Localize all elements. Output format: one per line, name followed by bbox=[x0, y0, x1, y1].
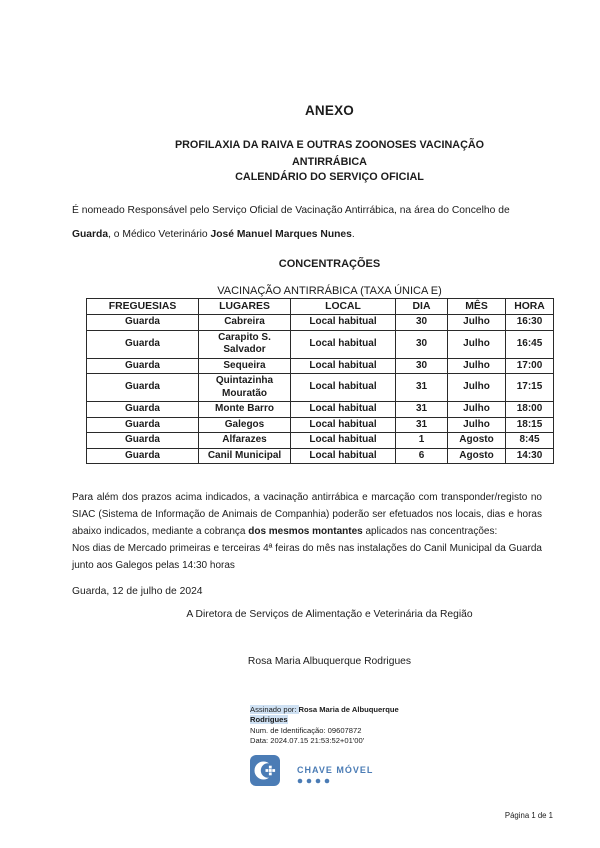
place-date-line: Guarda, 12 de julho de 2024 bbox=[72, 586, 203, 597]
table-header-cell: MÊS bbox=[448, 299, 506, 315]
table-cell: Guarda bbox=[87, 417, 199, 433]
director-title-line: A Diretora de Serviços de Alimentação e Veterinária da Região bbox=[186, 609, 473, 620]
table-cell: Local habitual bbox=[291, 374, 396, 402]
table-head bbox=[87, 299, 554, 315]
table-cell: 30 bbox=[396, 358, 448, 374]
table-cell: Cabreira bbox=[199, 315, 291, 331]
table-cell: Guarda bbox=[87, 433, 199, 449]
table-cell: Sequeira bbox=[199, 358, 291, 374]
table-cell: 31 bbox=[396, 374, 448, 402]
table-cell: 18:00 bbox=[506, 402, 554, 418]
table-cell: Julho bbox=[448, 402, 506, 418]
table-cell: Alfarazes bbox=[199, 433, 291, 449]
table-cell: 17:15 bbox=[506, 374, 554, 402]
text-segment: José Manuel Marques Nunes bbox=[210, 228, 352, 240]
table-cell: Local habitual bbox=[291, 315, 396, 331]
table-cell: Local habitual bbox=[291, 448, 396, 464]
text-segment: Nos dias de Mercado primeiras e terceiras 4ª feiras do mês nas instalações do Canil Municipal da Guarda junto aos Galegos pelas 14:30 horas bbox=[72, 543, 542, 571]
digital-signature-block bbox=[250, 705, 450, 747]
table-cell: 31 bbox=[396, 402, 448, 418]
appointment-paragraph bbox=[72, 199, 600, 246]
text-segment: aplicados nas concentrações: bbox=[362, 526, 498, 537]
table-cell: Julho bbox=[448, 315, 506, 331]
table-header-cell: LUGARES bbox=[199, 299, 291, 315]
calendar-heading: CALENDÁRIO DO SERVIÇO OFICIAL bbox=[235, 171, 424, 183]
signed-by-line bbox=[250, 705, 450, 715]
document-subtitle bbox=[86, 137, 573, 171]
table-cell: Guarda bbox=[87, 315, 199, 331]
text-segment: É nomeado Responsável pelo Serviço Oficial de Vacinação Antirrábica, na área do Concelho de bbox=[72, 205, 510, 216]
text-segment: . bbox=[351, 228, 355, 240]
table-cell: 18:15 bbox=[506, 417, 554, 433]
text-segment: Guarda bbox=[72, 228, 109, 240]
chave-movel-logo bbox=[250, 755, 373, 786]
chave-movel-icon bbox=[250, 755, 280, 786]
table-row bbox=[87, 358, 554, 374]
table-row bbox=[87, 417, 554, 433]
table-cell: Guarda bbox=[87, 358, 199, 374]
chave-movel-wordmark: CHAVE MÓVEL bbox=[297, 765, 374, 775]
vaccination-schedule-table bbox=[86, 298, 554, 464]
table-cell: Canil Municipal bbox=[199, 448, 291, 464]
signer-name-line: Rosa Maria Albuquerque Rodrigues bbox=[247, 656, 412, 667]
table-cell: Local habitual bbox=[291, 358, 396, 374]
table-cell: Local habitual bbox=[291, 402, 396, 418]
logo-dots bbox=[297, 778, 333, 784]
document-title: ANEXO bbox=[304, 103, 354, 118]
table-cell: Local habitual bbox=[291, 330, 396, 358]
table-cell: Agosto bbox=[448, 433, 506, 449]
table-row bbox=[87, 402, 554, 418]
table-cell: Local habitual bbox=[291, 433, 396, 449]
table-header-row bbox=[87, 299, 554, 315]
table-cell: 31 bbox=[396, 417, 448, 433]
table-cell: Carapito S. Salvador bbox=[199, 330, 291, 358]
chave-movel-wordmark-group bbox=[297, 765, 373, 784]
table-cell: Julho bbox=[448, 358, 506, 374]
table-row bbox=[87, 315, 554, 331]
table-header-cell: HORA bbox=[506, 299, 554, 315]
table-cell: 14:30 bbox=[506, 448, 554, 464]
table-body bbox=[87, 315, 554, 464]
section-heading-concentracoes: CONCENTRAÇÕES bbox=[278, 258, 381, 270]
section-subheading-vacinacao: VACINAÇÃO ANTIRRÁBICA (TAXA ÚNICA E) bbox=[217, 285, 442, 297]
text-segment: Assinado por: bbox=[250, 705, 299, 714]
table-header-cell: FREGUESIAS bbox=[87, 299, 199, 315]
table-cell: Guarda bbox=[87, 374, 199, 402]
table-row bbox=[87, 330, 554, 358]
table-row bbox=[87, 448, 554, 464]
table-cell: 6 bbox=[396, 448, 448, 464]
table-cell: 17:00 bbox=[506, 358, 554, 374]
table-cell: 16:45 bbox=[506, 330, 554, 358]
text-segment: dos mesmos montantes bbox=[248, 526, 363, 537]
signature-timestamp-line: Data: 2024.07.15 21:53:52+01'00' bbox=[250, 736, 365, 746]
table-cell: Guarda bbox=[87, 448, 199, 464]
table-cell: Galegos bbox=[199, 417, 291, 433]
table-cell: Guarda bbox=[87, 330, 199, 358]
table-header-cell: LOCAL bbox=[291, 299, 396, 315]
table-cell: 8:45 bbox=[506, 433, 554, 449]
subtitle-line-1: PROFILAXIA DA RAIVA E OUTRAS ZOONOSES VACINAÇÃO bbox=[174, 139, 485, 151]
subtitle-line-2: ANTIRRÁBICA bbox=[292, 156, 367, 168]
table-row bbox=[87, 374, 554, 402]
page-number: Página 1 de 1 bbox=[504, 811, 553, 820]
notes-paragraph bbox=[72, 489, 542, 574]
text-segment: Rosa Maria de Albuquerque bbox=[298, 705, 399, 714]
table-cell: Guarda bbox=[87, 402, 199, 418]
table-header-cell: DIA bbox=[396, 299, 448, 315]
table-cell: Local habitual bbox=[291, 417, 396, 433]
table-cell: 30 bbox=[396, 315, 448, 331]
table-cell: 16:30 bbox=[506, 315, 554, 331]
table-cell: Agosto bbox=[448, 448, 506, 464]
table-cell: Julho bbox=[448, 417, 506, 433]
text-segment: , o Médico Veterinário bbox=[108, 228, 211, 240]
table-cell: Julho bbox=[448, 330, 506, 358]
table-cell: Monte Barro bbox=[199, 402, 291, 418]
text-segment: Rodrigues bbox=[250, 715, 288, 725]
signed-by-name-wrap-line bbox=[250, 715, 450, 725]
table-row bbox=[87, 433, 554, 449]
table-cell: Quintazinha Mouratão bbox=[199, 374, 291, 402]
table-cell: Julho bbox=[448, 374, 506, 402]
table-cell: 30 bbox=[396, 330, 448, 358]
table-cell: 1 bbox=[396, 433, 448, 449]
text-segment: Para além dos prazos acima indicados, a vacinação antirrábica e marcação com transponder/registo no SIAC (Sistema de Informação de Animais de Companhia) poderão ser efetuados nos locais, dias e horas abaixo indicados, mediante a cobrança bbox=[72, 492, 542, 537]
signature-id-line: Num. de Identificação: 09607872 bbox=[250, 725, 362, 735]
